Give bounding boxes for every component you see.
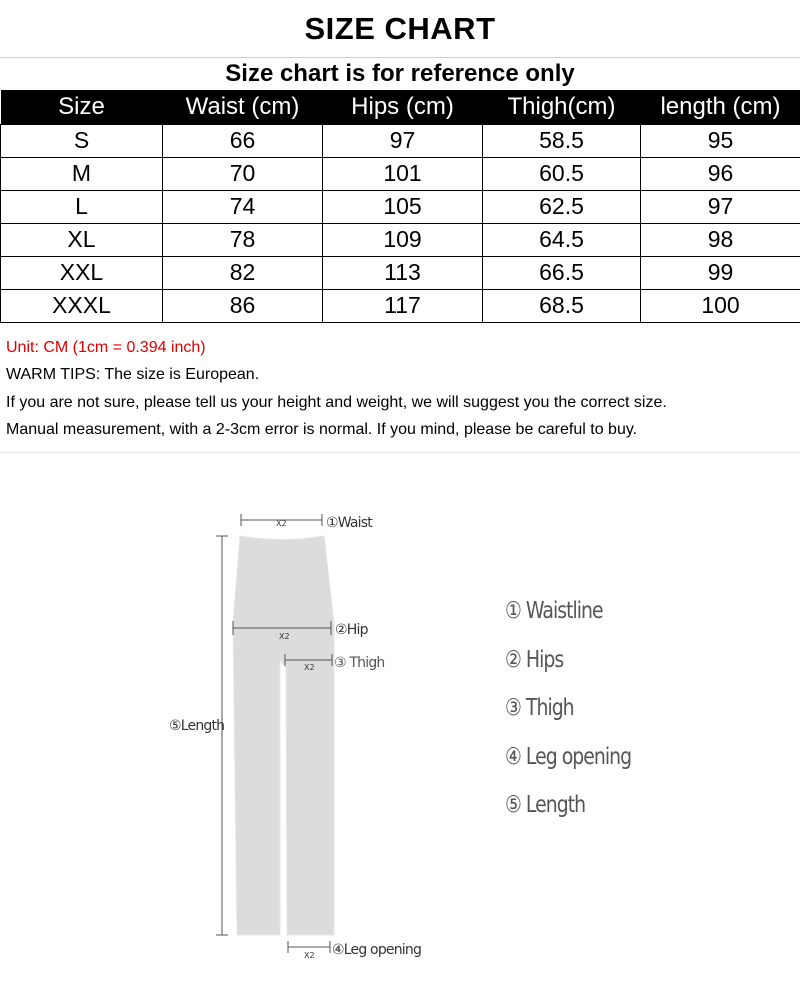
table-cell: 70	[163, 157, 323, 190]
notes-block	[6, 334, 796, 443]
page-subtitle: Size chart is for reference only	[225, 60, 575, 87]
length-label: ⑤Length	[169, 718, 225, 734]
table-cell: 66	[163, 124, 323, 157]
table-cell: 98	[641, 223, 800, 256]
table-cell: 117	[323, 289, 483, 322]
table-header-row	[1, 90, 800, 124]
table-cell: 96	[641, 157, 800, 190]
table-cell: 86	[163, 289, 323, 322]
legend-item-length: ⑤ Length	[505, 792, 586, 818]
table-cell: 100	[641, 289, 800, 322]
table-cell: 82	[163, 256, 323, 289]
table-cell: 68.5	[483, 289, 641, 322]
unit-note: Unit: CM (1cm = 0.394 inch)	[6, 339, 206, 356]
table-cell: 74	[163, 190, 323, 223]
leg-opening-label: ④Leg opening	[332, 942, 422, 958]
leg-opening-multiplier: X2	[304, 951, 315, 960]
table-cell: XXL	[1, 256, 163, 289]
table-row	[1, 223, 800, 256]
legend-item-hips: ② Hips	[505, 646, 564, 673]
table-cell: 78	[163, 223, 323, 256]
table-cell: 66.5	[483, 256, 641, 289]
thigh-label: ③ Thigh	[334, 655, 385, 671]
warm-tips-note: WARM TIPS: The size is European.	[6, 366, 260, 384]
hip-multiplier: X2	[279, 632, 290, 641]
table-cell: XXXL	[1, 289, 163, 322]
table-cell: 99	[641, 256, 800, 289]
table-cell: L	[1, 190, 163, 223]
table-row	[1, 124, 800, 157]
table-row	[1, 256, 800, 289]
column-header: Thigh(cm)	[483, 90, 641, 124]
table-cell: 113	[323, 256, 483, 289]
table-cell: XL	[1, 223, 163, 256]
advice-note: If you are not sure, please tell us your height and weight, we will suggest you the correct size.	[6, 393, 667, 411]
table-cell: M	[1, 157, 163, 190]
page-title: SIZE CHART	[0, 0, 800, 58]
measurement-diagram	[0, 453, 800, 1000]
table-cell: 60.5	[483, 157, 641, 190]
table-cell: 97	[641, 190, 800, 223]
table-cell: 109	[323, 223, 483, 256]
table-cell: S	[1, 124, 163, 157]
table-cell: 62.5	[483, 190, 641, 223]
table-cell: 97	[323, 124, 483, 157]
table-row	[1, 289, 800, 322]
column-header: Size	[1, 90, 163, 124]
measurement-legend	[505, 598, 631, 841]
legend-item-waistline: ① Waistline	[505, 598, 603, 624]
legend-item-thigh: ③ Thigh	[505, 695, 574, 721]
legend-item-leg-opening: ④ Leg opening	[505, 743, 632, 770]
waist-label: ①Waist	[326, 515, 372, 531]
table-cell: 58.5	[483, 124, 641, 157]
thigh-multiplier: X2	[304, 663, 315, 672]
column-header: length (cm)	[641, 90, 800, 124]
column-header: Waist (cm)	[163, 90, 323, 124]
error-note: Manual measurement, with a 2-3cm error is normal. If you mind, please be careful to buy.	[6, 420, 638, 438]
table-cell: 101	[323, 157, 483, 190]
pants-diagram	[0, 453, 800, 1000]
pants-shape	[233, 536, 334, 935]
column-header: Hips (cm)	[323, 90, 483, 124]
table-row	[1, 190, 800, 223]
table-cell: 95	[641, 124, 800, 157]
table-row	[1, 157, 800, 190]
table-cell: 105	[323, 190, 483, 223]
hip-label: ②Hip	[335, 622, 368, 638]
table-cell: 64.5	[483, 223, 641, 256]
size-table	[0, 90, 800, 323]
waist-multiplier: X2	[276, 519, 287, 528]
